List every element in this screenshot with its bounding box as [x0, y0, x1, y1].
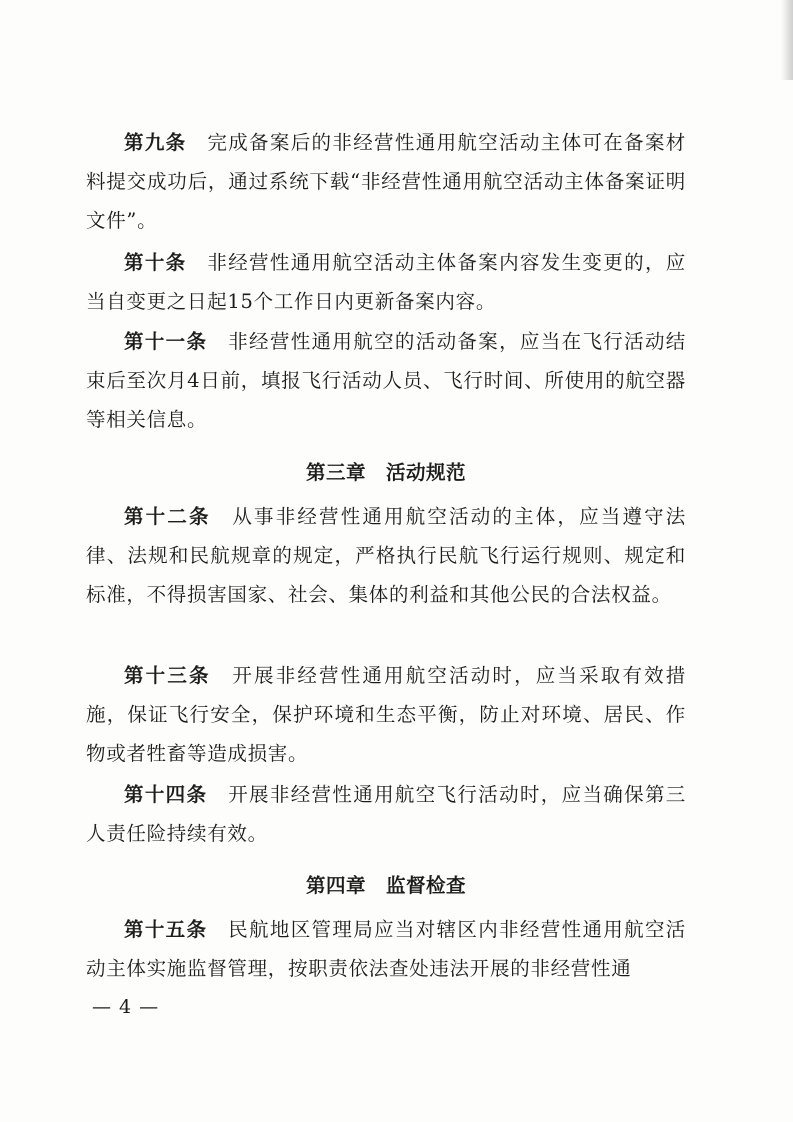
- article-15-text: 民航地区管理局应当对辖区内非经营性通用航空活动主体实施监督管理，按职责依法查处违法开展的非经营性通: [86, 918, 686, 980]
- article-12: [86, 498, 686, 614]
- scan-edge-mark: [781, 0, 793, 80]
- article-13: [86, 657, 686, 773]
- article-9: [86, 124, 686, 240]
- article-12-heading: 第十二条: [124, 505, 211, 528]
- article-10-heading: 第十条: [124, 251, 187, 274]
- chapter-3-title: 第三章 活动规范: [305, 461, 466, 484]
- article-14-heading: 第十四条: [124, 783, 208, 806]
- article-15: [86, 911, 686, 989]
- article-12-text: 从事非经营性通用航空活动的主体，应当遵守法律、法规和民航规章的规定，严格执行民航飞行运行规则、规定和标准，不得损害国家、社会、集体的利益和其他公民的合法权益。: [86, 505, 686, 606]
- article-14: [86, 776, 686, 854]
- chapter-4-title: 第四章 监督检查: [305, 874, 466, 897]
- article-14-text: 开展非经营性通用航空飞行活动时，应当确保第三人责任险持续有效。: [86, 783, 686, 845]
- article-9-heading: 第九条: [124, 131, 187, 154]
- article-11-text: 非经营性通用航空的活动备案，应当在飞行活动结束后至次月4日前，填报飞行活动人员、飞行时间、所使用的航空器等相关信息。: [86, 330, 686, 431]
- article-11-heading: 第十一条: [124, 330, 208, 353]
- article-9-text: 完成备案后的非经营性通用航空活动主体可在备案材料提交成功后，通过系统下载“非经营性通用航空活动主体备案证明文件”。: [86, 131, 686, 232]
- article-13-heading: 第十三条: [124, 664, 211, 687]
- article-11: [86, 323, 686, 439]
- article-15-heading: 第十五条: [124, 918, 208, 941]
- article-13-text: 开展非经营性通用航空活动时，应当采取有效措施，保证飞行安全，保护环境和生态平衡，防止对环境、居民、作物或者牲畜等造成损害。: [86, 664, 686, 765]
- article-10-text: 非经营性通用航空活动主体备案内容发生变更的，应当自变更之日起15个工作日内更新备案内容。: [86, 251, 686, 313]
- article-10: [86, 244, 686, 322]
- page-number: — 4 —: [92, 996, 160, 1018]
